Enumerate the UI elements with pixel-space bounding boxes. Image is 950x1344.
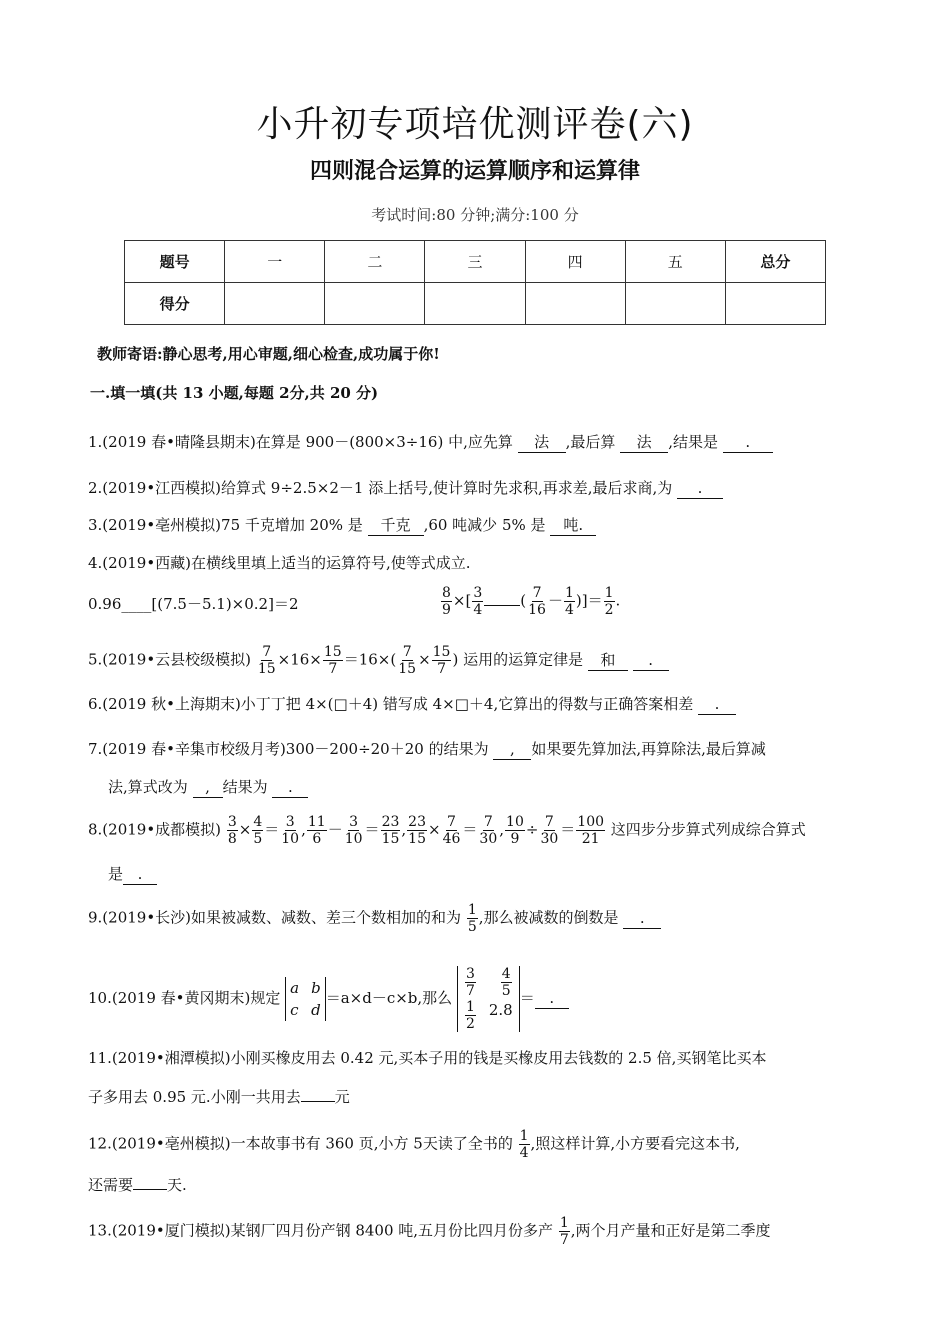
question-13: 13.(2019•厦门模拟)某钢厂四月份产钢 8400 吨,五月份比四月份多产 $\frac{1}{7}$ ,两个月产量和正好是第二季度 [88, 1215, 771, 1248]
score-input-4[interactable] [525, 283, 625, 325]
score-cell-4: 四 [525, 241, 625, 283]
score-cell-label: 题号 [125, 241, 225, 283]
score-input-total[interactable] [725, 283, 825, 325]
score-cell-2: 二 [325, 241, 425, 283]
question-4: 4.(2019•西藏)在横线里填上适当的运算符号,使等式成立. [88, 554, 471, 572]
page-subtitle: 四则混合运算的运算顺序和运算律 [309, 159, 640, 184]
score-cell-3: 三 [425, 241, 525, 283]
q7-blank-3[interactable]: . [272, 777, 308, 798]
q1-blank-1[interactable]: 法 [518, 432, 566, 453]
q11-blank-1[interactable] [301, 1101, 335, 1102]
question-8: 8.(2019•成都模拟) $\frac{3}{8}$ × $\frac{4}{5}$ ＝ $\frac{3}{10}$ , $\frac{11}{6}$ － $\frac{3}{10}$ ＝ $\frac{23}{15}$ , $\frac{23}{15}$ × $\frac{7}{46}$ ＝ $\frac{7}{30}$ , $\frac{10}{9}$ ÷ $\frac{7}{30}$ ＝ $\frac{100}{21}$ 这四步分步算式列成综合算式 [88, 814, 806, 847]
question-7: 7.(2019 春•辛集市校级月考)300－200÷20＋20 的结果为 , 如果要先算加法,再算除法,最后算减 [88, 740, 766, 758]
score-table-header-row [125, 241, 826, 283]
q8-blank-1[interactable]: . [123, 864, 157, 885]
q4-equation-2: $\frac{8}{9}$ ×[ $\frac{3}{4}$ ( $\frac{7}{16}$ － $\frac{1}{4}$ )]＝ $\frac{1}{2}$ . [442, 585, 621, 618]
q7-blank-1[interactable]: , [493, 739, 531, 760]
score-table-score-row [125, 283, 826, 325]
q5-blank-1[interactable]: 和 [588, 650, 628, 671]
question-2: 2.(2019•江西模拟)给算式 9÷2.5×2－1 添上括号,使计算时先求积,再求差,最后求商,为 . [88, 478, 723, 499]
q3-blank-1[interactable]: 千克 [368, 515, 424, 536]
teacher-message: 教师寄语:静心思考,用心审题,细心检查,成功属于你! [97, 345, 440, 363]
score-input-5[interactable] [625, 283, 725, 325]
q5-blank-2[interactable]: . [633, 650, 669, 671]
question-3: 3.(2019•亳州模拟)75 千克增加 20% 是 千克 ,60 吨减少 5% 是 吨. [88, 515, 596, 536]
q4-blank-2[interactable] [484, 605, 520, 606]
score-row-label: 得分 [125, 283, 225, 325]
question-7-continued: 法,算式改为 , 结果为 . [108, 777, 308, 798]
question-5: 5.(2019•云县校级模拟) $\frac{7}{15}$ ×16× $\frac{15}{7}$ ＝16×( $\frac{7}{15}$ × $\frac{15}{7}$ ) 运用的运算定律是 和 . [88, 644, 669, 677]
q6-blank-1[interactable]: . [698, 694, 736, 715]
question-12: 12.(2019•亳州模拟)一本故事书有 360 页,小方 5天读了全书的 $\frac{1}{4}$ ,照这样计算,小方要看完这本书, [88, 1128, 740, 1161]
question-9: 9.(2019•长沙)如果被减数、减数、差三个数相加的和为 $\frac{1}{5}$ ,那么被减数的倒数是 . [88, 902, 661, 935]
question-12-continued: 还需要 天. [88, 1176, 187, 1194]
score-cell-1: 一 [225, 241, 325, 283]
question-8-continued: 是 . [108, 864, 157, 885]
q4-equation-1: 0.96____[(7.5－5.1)×0.2]＝2 [88, 595, 299, 613]
section-1-title: 一.填一填(共 13 小题,每题 2分,共 20 分) [90, 384, 379, 402]
q1-blank-2[interactable]: 法 [620, 432, 668, 453]
question-1: 1.(2019 春•晴隆县期末)在算是 900－(800×3÷16) 中,应先算 法 ,最后算 法 ,结果是 . [88, 432, 773, 453]
question-6: 6.(2019 秋•上海期末)小丁丁把 4×(□＋4) 错写成 4×□＋4,它算出的得数与正确答案相差 . [88, 694, 736, 715]
page-title: 小升初专项培优测评卷(六) [256, 104, 694, 145]
q9-blank-1[interactable]: . [623, 908, 661, 929]
score-cell-total: 总分 [725, 241, 825, 283]
score-input-1[interactable] [225, 283, 325, 325]
score-input-2[interactable] [325, 283, 425, 325]
q3-blank-2[interactable]: 吨. [550, 515, 596, 536]
q1-blank-3[interactable]: . [723, 432, 773, 453]
exam-info: 考试时间:80 分钟;满分:100 分 [371, 206, 579, 224]
question-11-continued: 子多用去 0.95 元.小刚一共用去 元 [88, 1088, 350, 1106]
q7-blank-2[interactable]: , [193, 777, 223, 798]
q10-blank-1[interactable]: . [535, 988, 569, 1009]
q2-blank-1[interactable]: . [677, 478, 723, 499]
question-11: 11.(2019•湘潭模拟)小刚买橡皮用去 0.42 元,买本子用的钱是买橡皮用去钱数的 2.5 倍,买钢笔比买本 [88, 1049, 767, 1067]
score-cell-5: 五 [625, 241, 725, 283]
score-table [124, 240, 826, 325]
q12-blank-1[interactable] [133, 1189, 167, 1190]
question-10: 10.(2019 春•黄冈期末)规定 a b c d ＝a×d－c×b,那么 $\frac{3}{7}$ $\frac{4}{5}$ $\frac{1}{2}$ 2.8 ＝ . [88, 966, 569, 1032]
score-input-3[interactable] [425, 283, 525, 325]
